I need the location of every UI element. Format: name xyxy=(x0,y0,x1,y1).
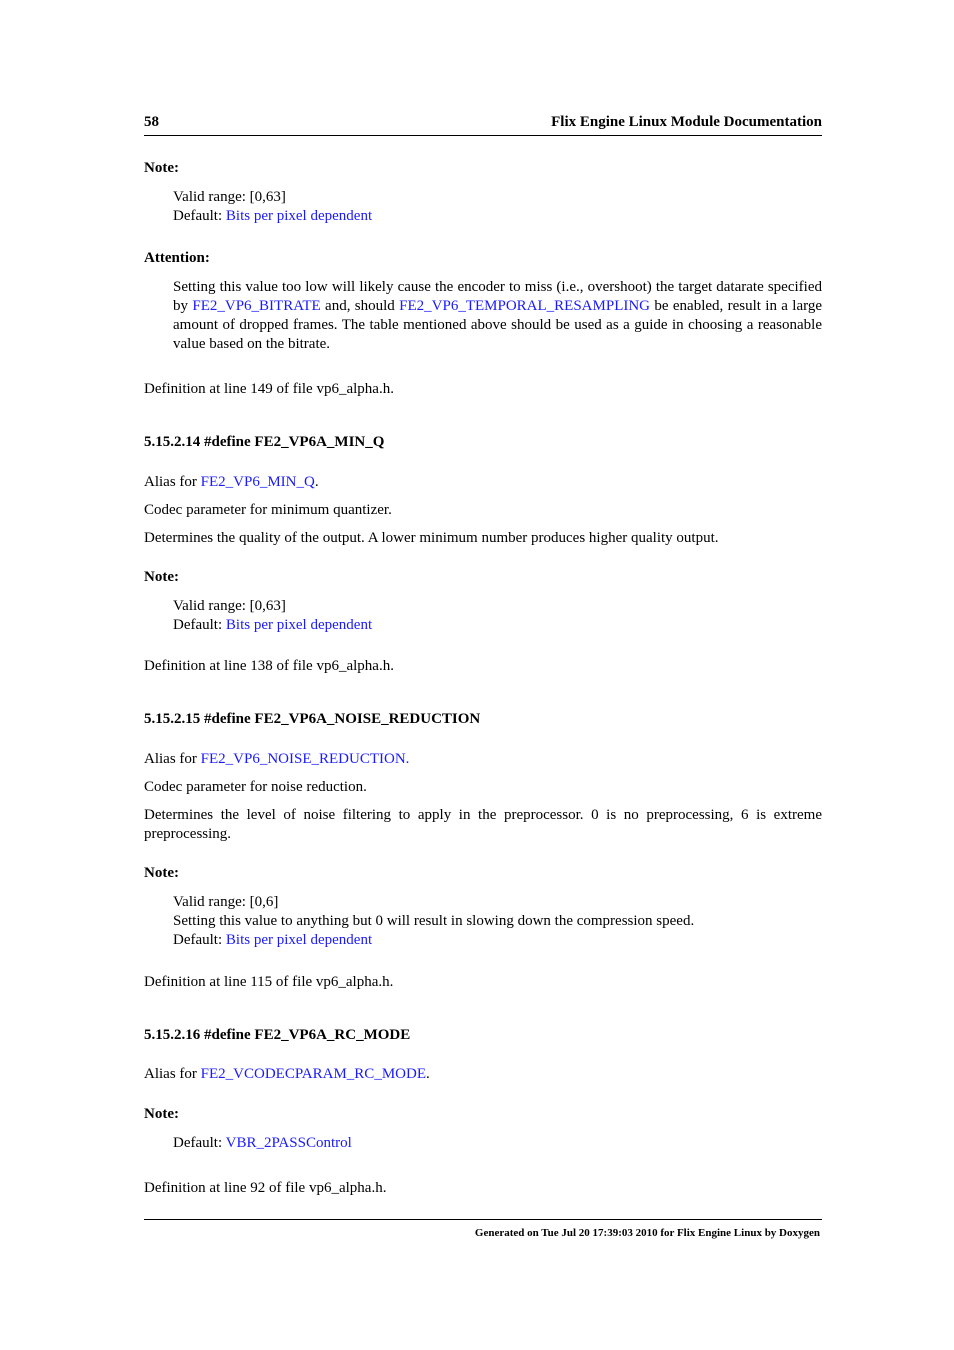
alias-line: Alias for FE2_VP6_MIN_Q. xyxy=(144,474,319,490)
note-label: Note: xyxy=(144,865,179,881)
note-label: Note: xyxy=(144,1106,179,1122)
attention-label: Attention: xyxy=(144,250,210,266)
section-heading-min-q: 5.15.2.14 #define FE2_VP6A_MIN_Q xyxy=(144,434,385,450)
vbr-2passcontrol-link[interactable]: VBR_2PASSControl xyxy=(225,1135,352,1151)
default-line: Default: VBR_2PASSControl xyxy=(173,1135,352,1151)
fe2-vp6-temporal-resampling-link[interactable]: FE2_VP6_TEMPORAL_RESAMPLING xyxy=(399,298,651,314)
note-label: Note: xyxy=(144,160,179,176)
page-number: 58 xyxy=(144,114,159,130)
page-header xyxy=(144,113,822,136)
default-line: Default: Bits per pixel dependent xyxy=(173,932,373,948)
valid-range: Valid range: [0,63] xyxy=(173,189,286,205)
note-text: Setting this value to anything but 0 will result in slowing down the compression speed. xyxy=(173,913,695,929)
detailed-description: Determines the level of noise filtering to apply in the preprocessor. 0 is no preprocessing, 6 is extreme preprocessing. xyxy=(144,807,822,842)
valid-range: Valid range: [0,63] xyxy=(173,598,286,614)
note-body xyxy=(173,597,822,635)
note-body xyxy=(173,1134,822,1153)
definition-line: Definition at line 115 of file vp6_alpha.h. xyxy=(144,974,394,990)
definition-line: Definition at line 138 of file vp6_alpha.h. xyxy=(144,658,394,674)
detailed-description: Determines the quality of the output. A lower minimum number produces higher quality output. xyxy=(144,530,719,546)
bits-per-pixel-link[interactable]: Bits per pixel dependent xyxy=(225,932,373,948)
bits-per-pixel-link[interactable]: Bits per pixel dependent xyxy=(225,617,373,633)
brief-description: Codec parameter for minimum quantizer. xyxy=(144,502,392,518)
definition-line: Definition at line 92 of file vp6_alpha.h. xyxy=(144,1180,387,1196)
note-body xyxy=(173,893,822,950)
document-title: Flix Engine Linux Module Documentation xyxy=(551,114,822,130)
section-heading-rc-mode: 5.15.2.16 #define FE2_VP6A_RC_MODE xyxy=(144,1027,411,1043)
footer-text: Generated on Tue Jul 20 17:39:03 2010 for Flix Engine Linux by Doxygen xyxy=(474,1227,820,1239)
alias-line: Alias for FE2_VP6_NOISE_REDUCTION. xyxy=(144,751,410,767)
attention-body: Setting this value too low will likely cause the encoder to miss (i.e., overshoot) the target datarate specified by FE2_VP6_BITRATE and, should FE2_VP6_TEMPORAL_RESAMPLING be enabled, result in a large amount of dropped frames. The table mentioned above should be used as a guide in choosing a reasonable value based on the bitrate. xyxy=(173,279,823,352)
fe2-vcodecparam-rc-mode-link[interactable]: FE2_VCODECPARAM_RC_MODE xyxy=(200,1066,426,1082)
valid-range: Valid range: [0,6] xyxy=(173,894,279,910)
default-line: Default: Bits per pixel dependent xyxy=(173,617,373,633)
brief-description: Codec parameter for noise reduction. xyxy=(144,779,367,795)
note-label: Note: xyxy=(144,569,179,585)
fe2-vp6-bitrate-link[interactable]: FE2_VP6_BITRATE xyxy=(192,298,321,314)
bits-per-pixel-link[interactable]: Bits per pixel dependent xyxy=(225,208,373,224)
default-line: Default: Bits per pixel dependent xyxy=(173,208,373,224)
alias-line: Alias for FE2_VCODECPARAM_RC_MODE. xyxy=(144,1066,430,1082)
fe2-vp6-noise-reduction-link[interactable]: FE2_VP6_NOISE_REDUCTION. xyxy=(200,751,410,767)
definition-line: Definition at line 149 of file vp6_alpha.h. xyxy=(144,381,394,397)
section-heading-noise-reduction: 5.15.2.15 #define FE2_VP6A_NOISE_REDUCTION xyxy=(144,711,481,727)
page-footer xyxy=(144,1219,822,1239)
fe2-vp6-min-q-link[interactable]: FE2_VP6_MIN_Q xyxy=(200,474,315,490)
note-body xyxy=(173,188,822,226)
